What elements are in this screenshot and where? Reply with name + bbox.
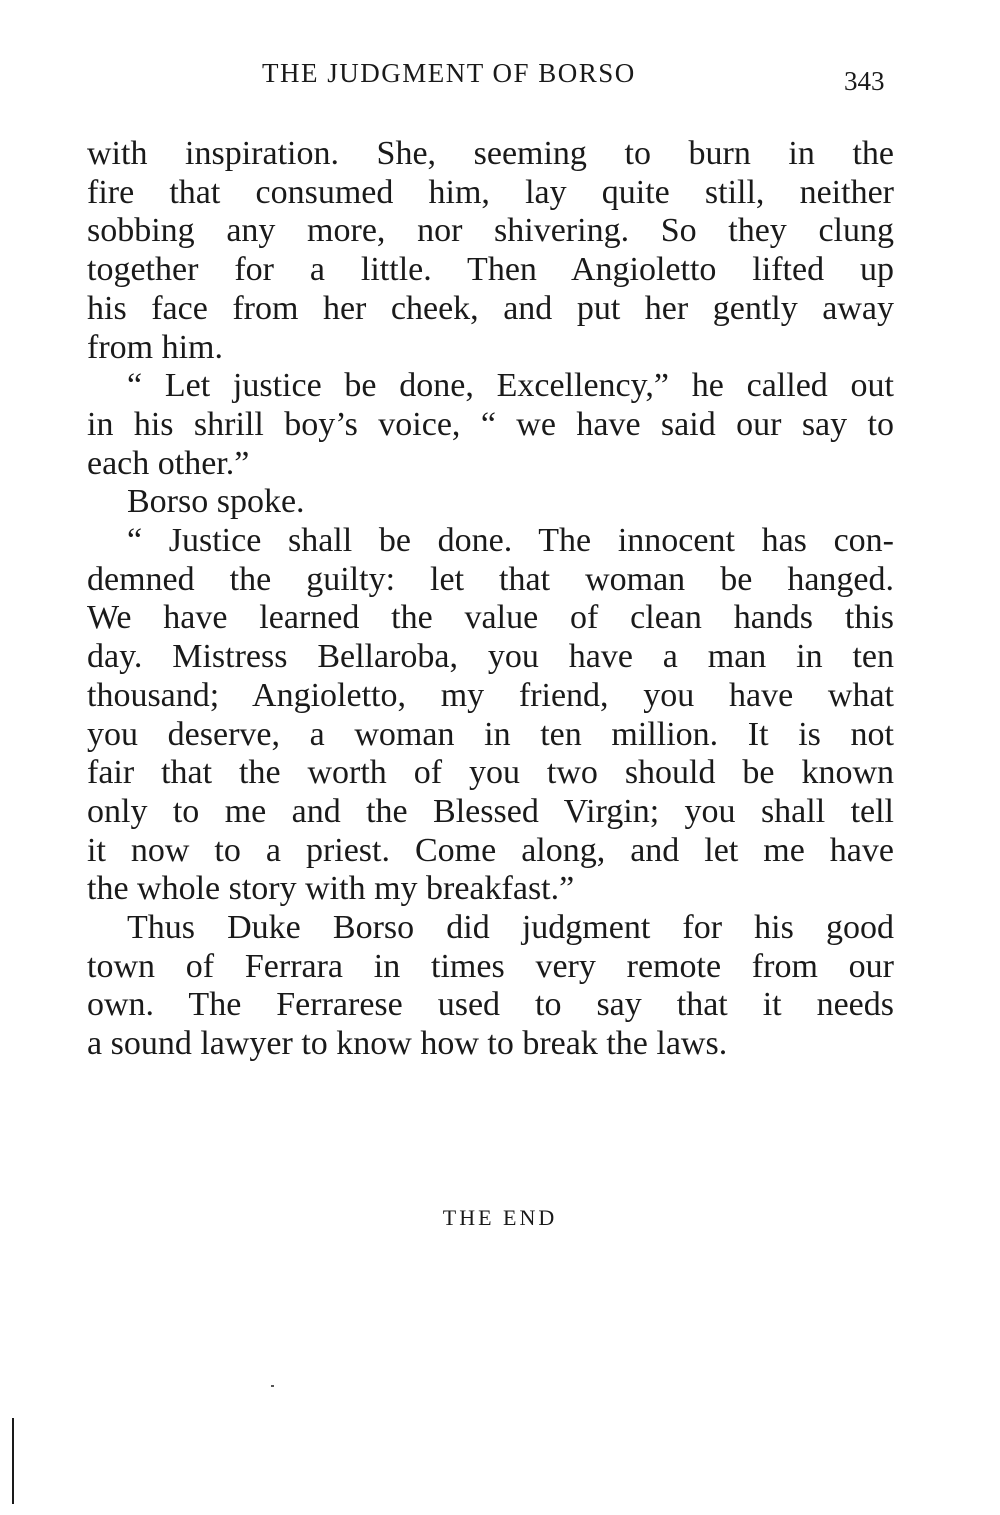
text-line: “ Let justice be done, Excellency,” he called out bbox=[127, 367, 894, 405]
text-line: demned the guilty: let that woman be hanged. bbox=[87, 560, 894, 598]
text-line: together for a little. Then Angioletto lifted up bbox=[87, 251, 894, 289]
text-line: the whole story with my breakfast.” bbox=[87, 870, 575, 908]
text-line: We have learned the value of clean hands this bbox=[87, 599, 894, 637]
text-line: town of Ferrara in times very remote from our bbox=[87, 947, 894, 985]
text-line: a sound lawyer to know how to break the laws. bbox=[87, 1025, 728, 1063]
text-line: Borso spoke. bbox=[127, 483, 305, 521]
body-text bbox=[87, 135, 894, 1064]
text-line: with inspiration. She, seeming to burn in the bbox=[87, 135, 894, 172]
margin-rule bbox=[12, 1418, 14, 1504]
text-line: it now to a priest. Come along, and let me have bbox=[87, 831, 894, 869]
text-line: from him. bbox=[87, 328, 223, 366]
page-header bbox=[0, 58, 1000, 108]
text-line: fire that consumed him, lay quite still, neither bbox=[87, 173, 894, 211]
text-line: Thus Duke Borso did judgment for his good bbox=[127, 909, 894, 947]
the-end-heading: THE END bbox=[442, 1205, 558, 1230]
text-line: thousand; Angioletto, my friend, you have what bbox=[87, 676, 894, 714]
text-line: sobbing any more, nor shivering. So they clung bbox=[87, 212, 894, 250]
text-line: fair that the worth of you two should be known bbox=[87, 754, 894, 792]
text-line: in his shrill boy’s voice, “ we have said our say to bbox=[87, 405, 894, 443]
scan-speck bbox=[271, 1385, 274, 1387]
text-line: you deserve, a woman in ten million. It is not bbox=[87, 715, 894, 753]
page-number: 343 bbox=[844, 66, 885, 96]
text-line: only to me and the Blessed Virgin; you shall tell bbox=[87, 792, 894, 830]
running-title: THE JUDGMENT OF BORSO bbox=[262, 58, 636, 88]
text-line: day. Mistress Bellaroba, you have a man in ten bbox=[87, 638, 894, 676]
text-line: each other.” bbox=[87, 444, 250, 482]
text-line: “ Justice shall be done. The innocent has con- bbox=[127, 522, 894, 560]
text-line: his face from her cheek, and put her gently away bbox=[87, 289, 894, 327]
text-line: own. The Ferrarese used to say that it needs bbox=[87, 986, 894, 1024]
